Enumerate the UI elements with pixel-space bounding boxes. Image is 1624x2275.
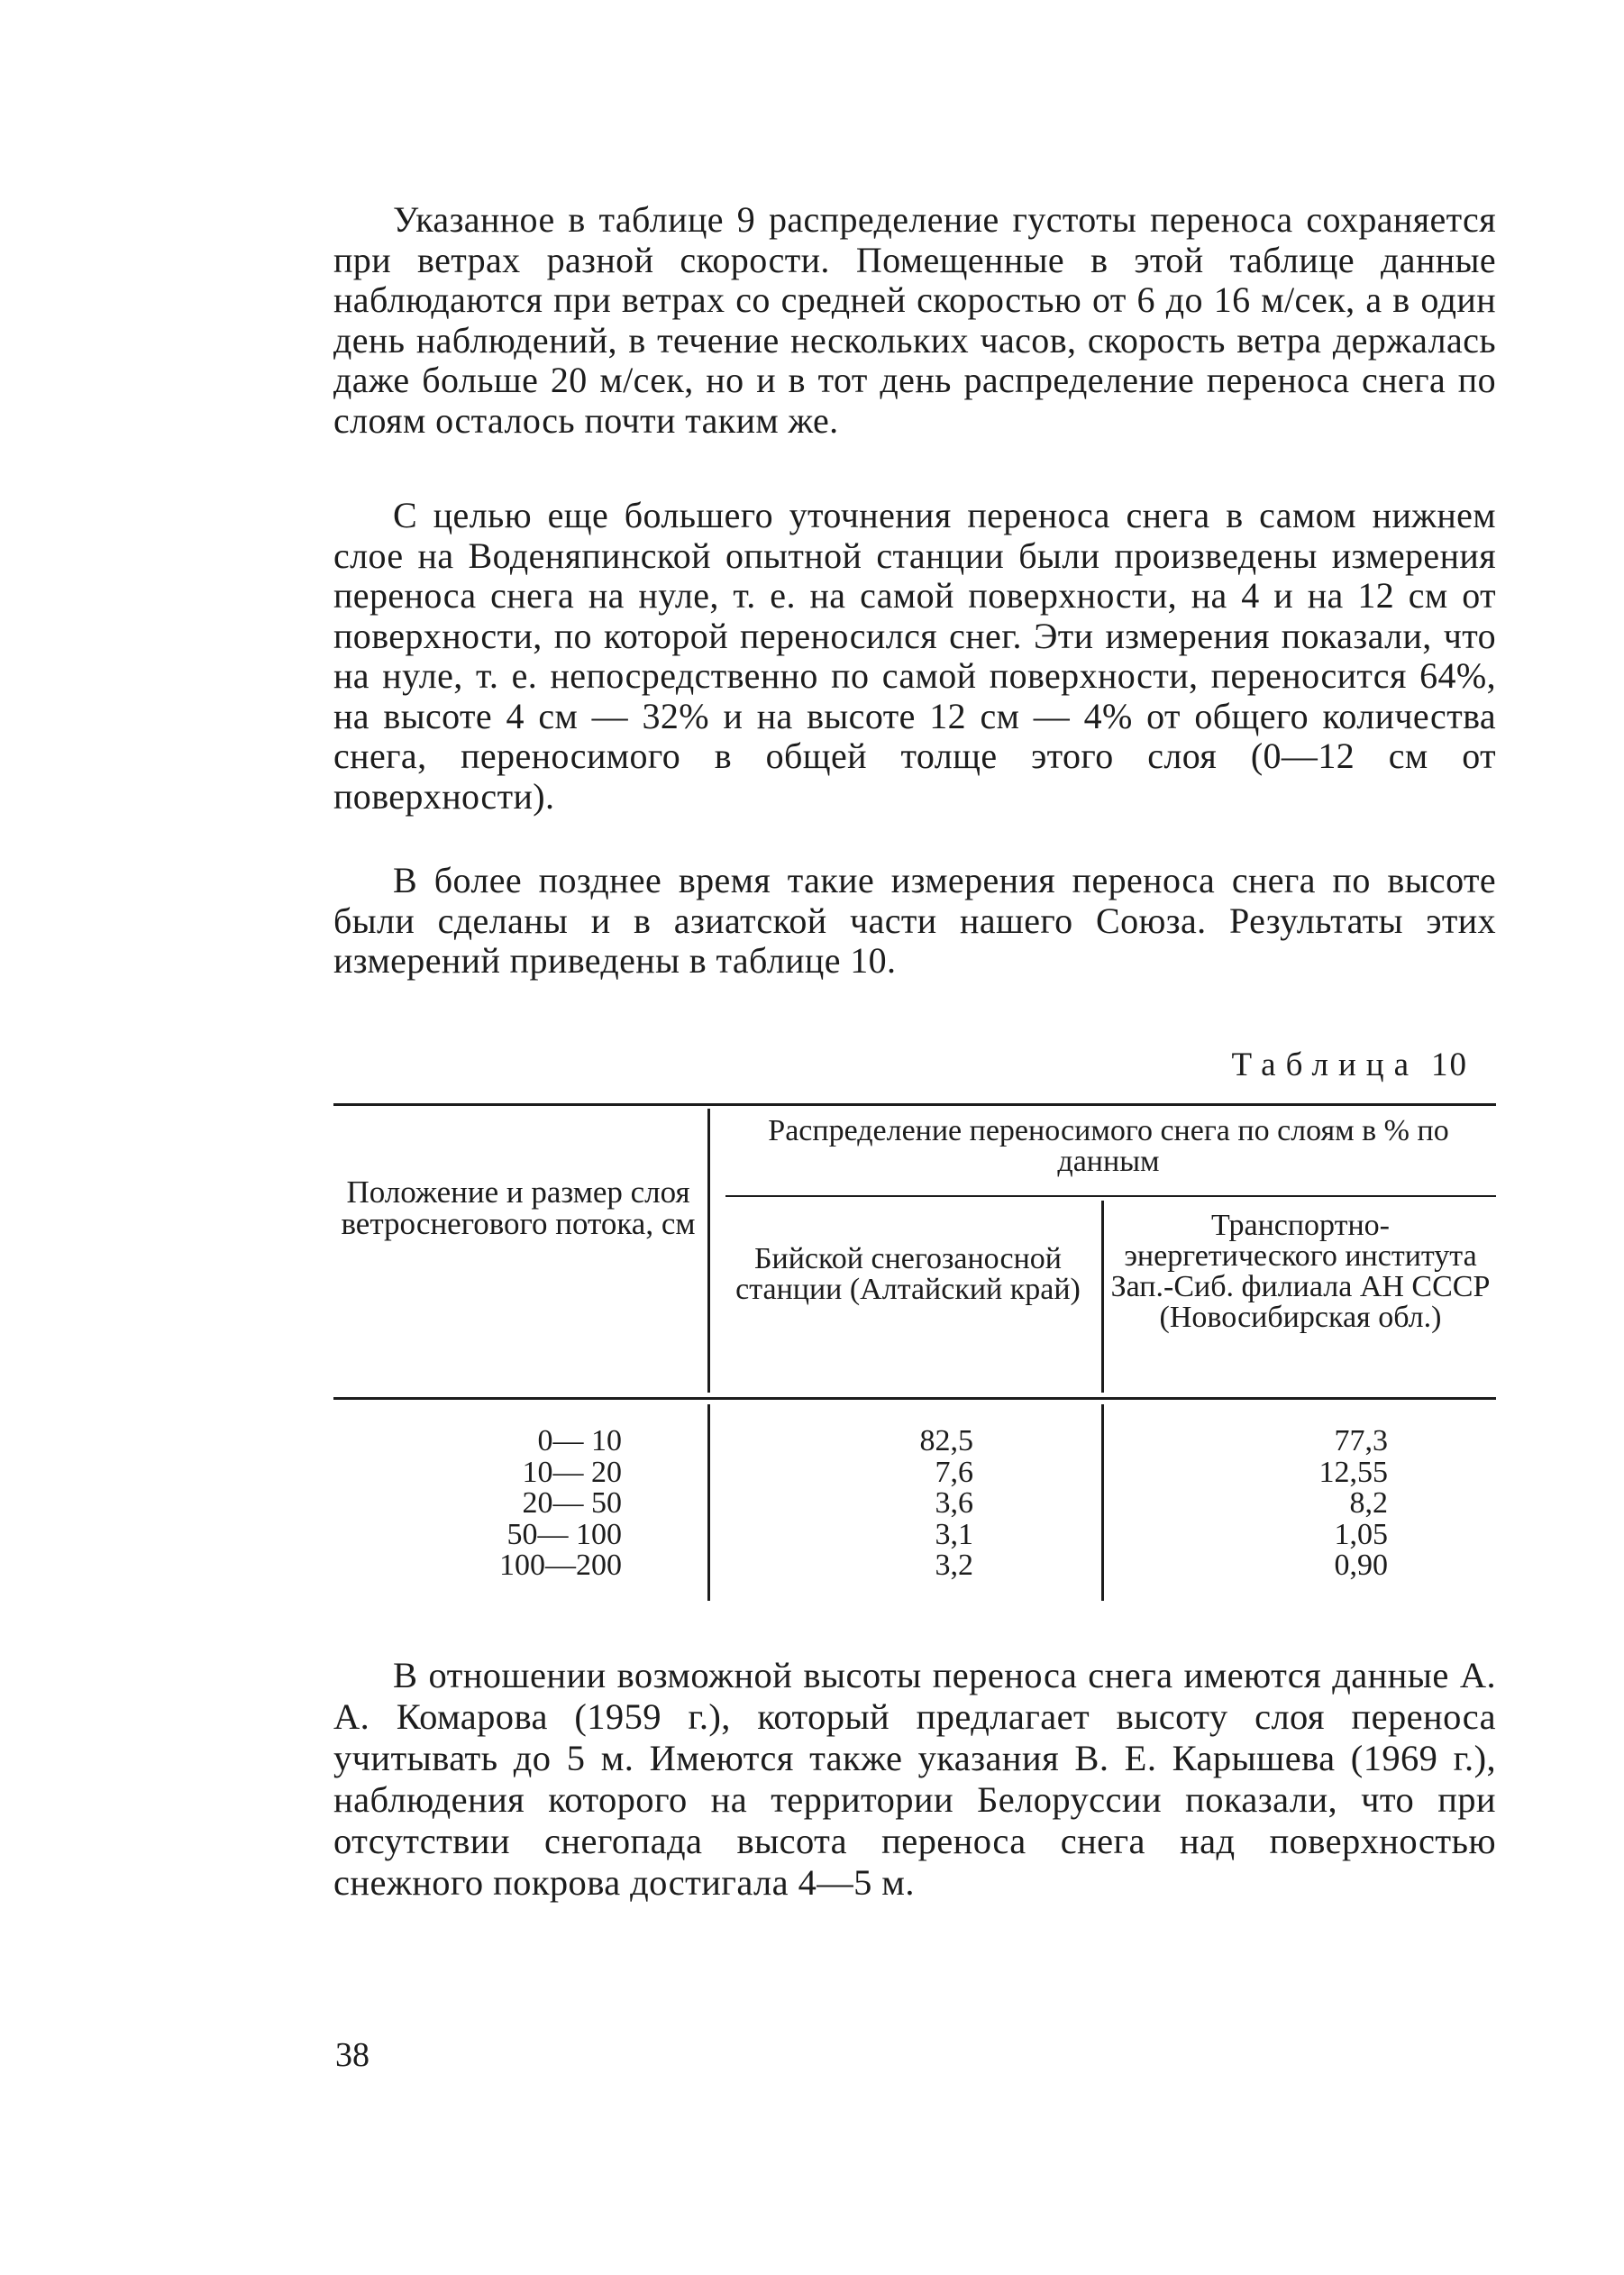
- table-cell-transport: 0,90: [1334, 1549, 1388, 1583]
- table-cell-transport: 8,2: [1349, 1486, 1388, 1521]
- table-caption: [1232, 1046, 1469, 1084]
- table-cell-transport: 12,55: [1318, 1455, 1388, 1489]
- table-body-divider-2: [1101, 1404, 1104, 1601]
- table-cell-layer: 0— 10: [537, 1424, 622, 1457]
- table-header-transport: Транспортно-энергетического института Зап.-Сиб. филиала АН СССР (Новосибирская обл.): [1110, 1209, 1491, 1334]
- paragraph-2: С целью еще большего уточнения переноса снега в самом нижнем слое на Воденяпинской опытной станции были произведены измерения переноса снега на нуле, т. е. на самой поверхности, на 4 и на 12 см от поверхности, по которой переносился снег. Эти измерения показали, что на нуле, т. е. непосредственно по самой поверхности, переносится 64%, на высоте 4 см — 32% и на высоте 12 см — 4% от общего количества снега, переносимого в общей толще этого слоя (0—12 см от поверхности).: [333, 495, 1496, 817]
- table-cell-layer: 20— 50: [522, 1486, 622, 1521]
- table-cell-biysk: 7,6: [935, 1455, 973, 1489]
- table-subheader-rule: [725, 1195, 1496, 1197]
- table-cell-biysk: 3,2: [935, 1549, 973, 1583]
- table-header-divider-2: [1101, 1201, 1104, 1393]
- table-cell-transport: 77,3: [1334, 1424, 1388, 1457]
- table-column-layers: [388, 1426, 622, 1582]
- table-top-rule: [333, 1103, 1496, 1106]
- page-number: 38: [335, 2036, 370, 2074]
- table-header-biysk: Бийской снегозаносной станции (Алтайский край): [735, 1242, 1081, 1306]
- table-body-divider-1: [707, 1404, 710, 1601]
- table-cell-transport: 1,05: [1334, 1517, 1388, 1551]
- table-cell-layer: 50— 100: [506, 1517, 622, 1551]
- table-cell-biysk: 82,5: [919, 1424, 973, 1457]
- table-caption-number: 10: [1431, 1046, 1468, 1083]
- paragraph-4: В отношении возможной высоты переноса снега имеются данные А. А. Комарова (1959 г.), который предлагает высоту слоя переноса учитывать до 5 м. Имеются также указания В. Е. Карышева (1969 г.), наблюдения которого на территории Белоруссии показали, что при отсутствии снегопада высота переноса снега над поверхностью снежного покрова достигала 4—5 м.: [333, 1655, 1496, 1903]
- table-header-divider-1: [707, 1109, 710, 1393]
- table-cell-layer: 100—200: [499, 1549, 622, 1583]
- table-cell-layer: 10— 20: [522, 1455, 622, 1489]
- paragraph-1: Указанное в таблице 9 распределение густоты переноса сохраняется при ветрах разной скорости. Помещенные в этой таблице данные наблюдаются при ветрах со средней скоростью от 6 до 16 м/сек, а в один день наблюдений, в течение нескольких часов, скорость ветра держалась даже больше 20 м/сек, но и в тот день распределение переноса снега по слоям осталось почти таким же.: [333, 199, 1496, 441]
- paragraph-3: В более позднее время такие измерения переноса снега по высоте были сделаны и в азиатской части нашего Союза. Результаты этих измерений приведены в таблице 10.: [333, 860, 1496, 981]
- table-caption-word: Таблица: [1231, 1046, 1419, 1083]
- table-column-biysk: [865, 1426, 973, 1582]
- table-cell-biysk: 3,1: [935, 1517, 973, 1551]
- table-header-rule: [333, 1397, 1496, 1400]
- table-header-distribution: Распределение переносимого снега по слоям в % по данным: [768, 1114, 1449, 1178]
- table-cell-biysk: 3,6: [935, 1486, 973, 1521]
- table-column-transport: [1262, 1426, 1388, 1582]
- table-header-layer: Положение и размер слоя ветроснегового потока, см: [341, 1174, 696, 1241]
